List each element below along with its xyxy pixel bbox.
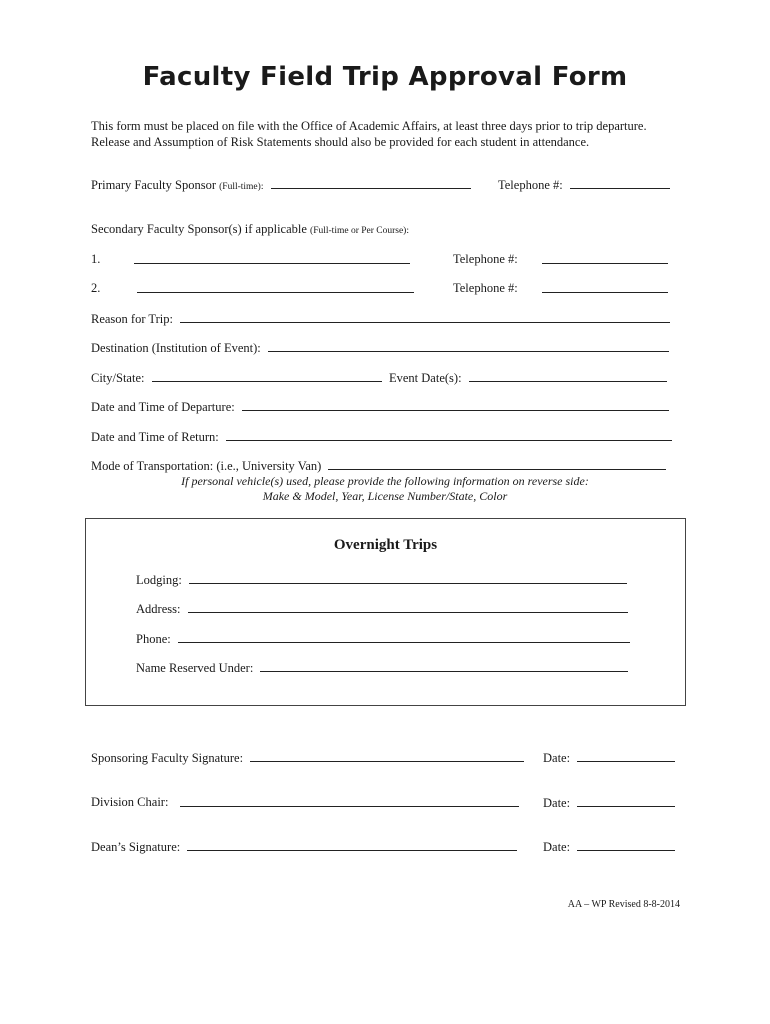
name-reserved-field[interactable]: [260, 660, 628, 672]
secondary-sponsor-2-field[interactable]: [137, 281, 414, 293]
secondary-row-2-number: 2.: [91, 281, 101, 295]
city-state-field[interactable]: [152, 370, 382, 382]
address-label: Address:: [136, 602, 181, 616]
transport-row: [91, 458, 666, 474]
dean-signature-row: [91, 839, 517, 855]
page-title: Faculty Field Trip Approval Form: [142, 62, 628, 92]
return-label: Date and Time of Return:: [91, 430, 219, 444]
sponsor-date-field[interactable]: [577, 750, 675, 762]
secondary-row-1-telephone: [542, 252, 668, 268]
chair-date-row: [543, 795, 675, 811]
secondary-row-2-telephone: [542, 281, 668, 297]
destination-label: Destination (Institution of Event):: [91, 341, 261, 355]
chair-signature-field[interactable]: [180, 795, 519, 807]
overnight-trips-box: [85, 518, 686, 706]
chair-signature-line: [180, 795, 519, 811]
phone-row: [136, 631, 630, 647]
sponsor-date-row: [543, 750, 675, 766]
city-state-row: [91, 370, 382, 386]
transport-field[interactable]: [328, 458, 666, 470]
lodging-field[interactable]: [189, 572, 627, 584]
sponsor-signature-row: [91, 750, 524, 766]
return-row: [91, 429, 672, 445]
secondary-row-2-name: [137, 281, 414, 297]
vehicle-note: [0, 474, 770, 504]
revision-footer: AA – WP Revised 8-8-2014: [567, 899, 680, 910]
primary-sponsor-row: [91, 177, 471, 193]
address-row: [136, 601, 628, 617]
overnight-trips-title: Overnight Trips: [333, 537, 438, 553]
dean-signature-label: Dean’s Signature:: [91, 840, 181, 854]
dean-date-row: [543, 839, 675, 855]
intro-line-1: This form must be placed on file with the Office of Academic Affairs, at least three days prior to trip departure.: [91, 119, 647, 133]
secondary-row-2-telephone-label: Telephone #:: [453, 281, 518, 295]
intro-text: [91, 118, 647, 150]
destination-row: [91, 340, 669, 356]
name-reserved-row: [136, 660, 628, 676]
chair-date-field[interactable]: [577, 795, 675, 807]
phone-label: Phone:: [136, 632, 171, 646]
secondary-sponsor-heading: [91, 222, 409, 237]
sponsor-date-label: Date:: [543, 751, 571, 765]
secondary-row-1-name: [134, 252, 410, 268]
transport-label: Mode of Transportation: (i.e., University Van): [91, 459, 322, 473]
dean-signature-field[interactable]: [187, 839, 517, 851]
destination-field[interactable]: [268, 340, 669, 352]
secondary-sponsor-qualifier: (Full-time or Per Course):: [310, 226, 409, 236]
city-state-label: City/State:: [91, 371, 145, 385]
lodging-row: [136, 572, 627, 588]
departure-field[interactable]: [242, 399, 669, 411]
reason-field[interactable]: [180, 311, 670, 323]
departure-row: [91, 399, 669, 415]
primary-telephone-row: [498, 177, 670, 193]
sponsor-signature-field[interactable]: [250, 750, 524, 762]
phone-field[interactable]: [178, 631, 630, 643]
primary-sponsor-field[interactable]: [271, 177, 471, 189]
primary-telephone-label: Telephone #:: [498, 178, 563, 192]
secondary-row-1-telephone-label: Telephone #:: [453, 252, 518, 266]
sponsor-signature-label: Sponsoring Faculty Signature:: [91, 751, 244, 765]
reason-row: [91, 311, 670, 327]
chair-signature-label: Division Chair:: [91, 795, 169, 809]
lodging-label: Lodging:: [136, 573, 182, 587]
event-dates-field[interactable]: [469, 370, 667, 382]
chair-date-label: Date:: [543, 796, 571, 810]
primary-sponsor-label: Primary Faculty Sponsor: [91, 178, 216, 192]
address-field[interactable]: [188, 601, 628, 613]
name-reserved-label: Name Reserved Under:: [136, 661, 254, 675]
primary-sponsor-qualifier: (Full-time):: [219, 182, 264, 192]
vehicle-note-line-2: Make & Model, Year, License Number/State, Color: [262, 489, 508, 503]
departure-label: Date and Time of Departure:: [91, 400, 235, 414]
vehicle-note-line-1: If personal vehicle(s) used, please provide the following information on reverse side:: [181, 474, 589, 488]
intro-line-2: Release and Assumption of Risk Statements should also be provided for each student in attendance.: [91, 135, 590, 149]
return-field[interactable]: [226, 429, 672, 441]
secondary-sponsor-1-field[interactable]: [134, 252, 410, 264]
chair-signature-row: [91, 795, 168, 810]
primary-telephone-field[interactable]: [570, 177, 670, 189]
secondary-telephone-2-field[interactable]: [542, 281, 668, 293]
reason-label: Reason for Trip:: [91, 312, 173, 326]
secondary-telephone-1-field[interactable]: [542, 252, 668, 264]
event-dates-row: [389, 370, 667, 386]
dean-date-field[interactable]: [577, 839, 675, 851]
event-dates-label: Event Date(s):: [389, 371, 462, 385]
dean-date-label: Date:: [543, 840, 571, 854]
secondary-row-1-number: 1.: [91, 252, 101, 266]
secondary-sponsor-label: Secondary Faculty Sponsor(s) if applicable: [91, 222, 307, 236]
